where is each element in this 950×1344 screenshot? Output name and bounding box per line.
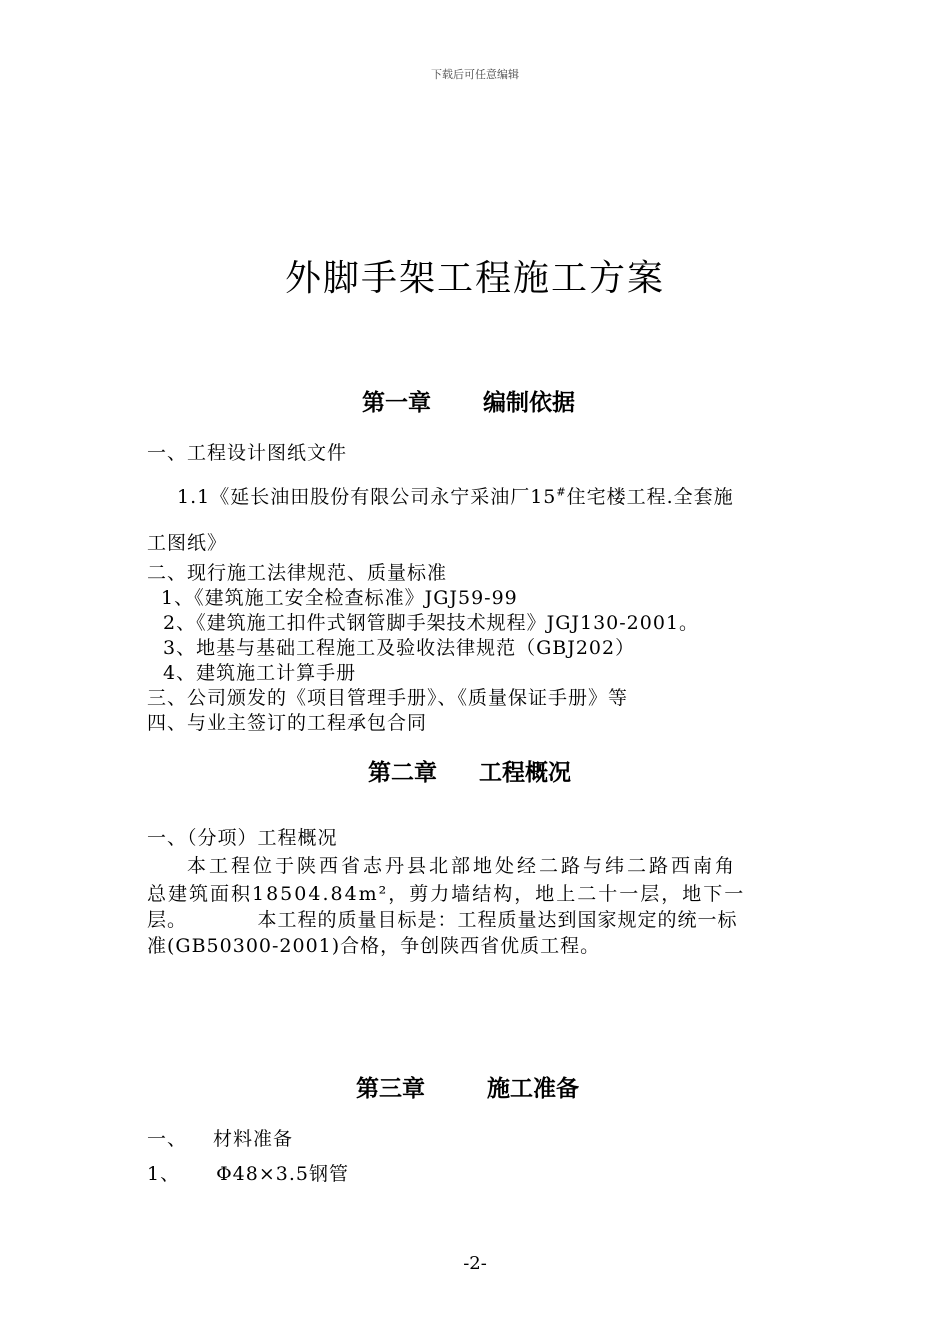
section-1-3-heading: 三、公司颁发的《项目管理手册》、《质量保证手册》等 [147,687,629,709]
standard-item: 4、建筑施工计算手册 [163,662,357,684]
overview-line: 本工程位于陕西省志丹县北部地处经二路与纬二路西南角 [187,855,738,877]
section-3-1-text: 材料准备 [213,1128,294,1150]
chapter-3-heading [356,1070,579,1103]
section-3-1-number: 一、 [147,1128,188,1150]
drawing-docs-superscript: # [556,485,567,499]
material-item-text: Φ48×3.5钢管 [216,1163,349,1185]
chapter-2-name: 工程概况 [479,760,571,786]
chapter-2-heading [368,754,571,787]
chapter-1-name: 编制依据 [483,390,575,416]
page-number: -2- [463,1253,487,1274]
material-item-number: 1、 [147,1163,181,1185]
section-1-1-heading: 一、工程设计图纸文件 [147,442,348,464]
section-1-2-heading: 二、现行施工法律规范、质量标准 [147,562,448,584]
document-title: 外脚手架工程施工方案 [284,258,665,299]
page-header: 下载后可任意编辑 [431,68,519,81]
drawing-docs-text-b: 住宅楼工程.全套施 [566,486,734,508]
standard-item: 1、《建筑施工安全检查标准》JGJ59-99 [161,587,518,609]
standard-item: 3、地基与基础工程施工及验收法律规范（GBJ202） [163,637,636,659]
overview-line: 总建筑面积18504.84m²，剪力墙结构，地上二十一层，地下一 [147,883,746,905]
material-item [147,1159,349,1186]
chapter-1-number: 第一章 [362,390,431,416]
chapter-1-heading [362,384,575,417]
drawing-docs-item-continuation: 工图纸》 [147,532,228,554]
chapter-2-number: 第二章 [368,760,437,786]
standard-item: 2、《建筑施工扣件式钢管脚手架技术规程》JGJ130-2001。 [163,612,700,634]
overview-line: 层。 本工程的质量目标是：工程质量达到国家规定的统一标 [147,909,738,931]
drawing-docs-text-a: 1.1《延长油田股份有限公司永宁采油厂15 [177,486,557,508]
section-3-1-heading [147,1124,293,1151]
chapter-3-number: 第三章 [356,1076,425,1102]
section-1-4-heading: 四、与业主签订的工程承包合同 [147,712,428,734]
drawing-docs-item [177,482,734,509]
chapter-3-name: 施工准备 [487,1076,579,1102]
overview-line: 准(GB50300-2001)合格，争创陕西省优质工程。 [147,935,601,957]
section-2-1-heading: 一、（分项）工程概况 [147,827,338,849]
